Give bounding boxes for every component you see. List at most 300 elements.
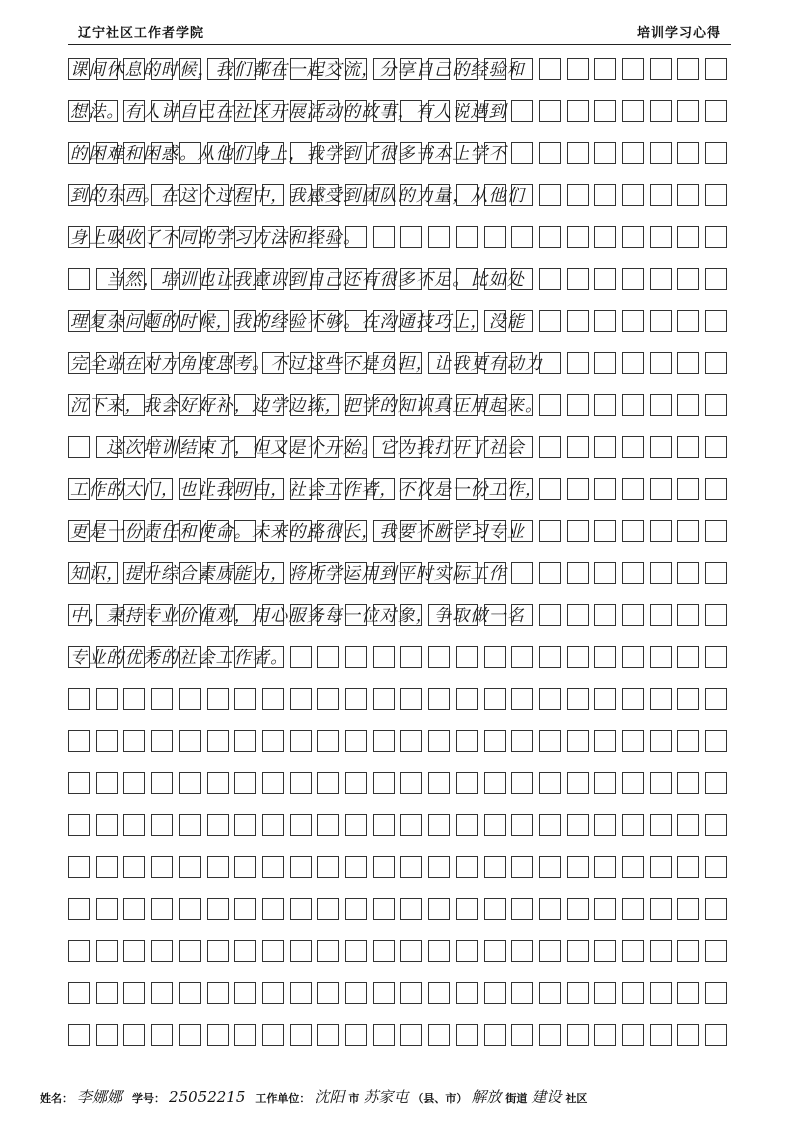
- grid-cell: [290, 646, 312, 668]
- grid-cell: [262, 898, 284, 920]
- grid-cell: [677, 730, 699, 752]
- grid-cell: [511, 226, 533, 248]
- grid-cell: [705, 982, 727, 1004]
- grid-cell: [622, 856, 644, 878]
- grid-cell: [123, 856, 145, 878]
- grid-cell: [511, 100, 533, 122]
- grid-cell: [234, 772, 256, 794]
- body-line-11: 工作的大门，也让我明白，社会工作者，不仅是一份工作，: [70, 480, 544, 500]
- grid-cell: [705, 520, 727, 542]
- body-line-10: 这次培训结束了，但又是个开始。它为我打开了社会: [70, 438, 525, 458]
- grid-cell: [622, 646, 644, 668]
- grid-cell: [622, 58, 644, 80]
- grid-cell: [400, 814, 422, 836]
- grid-cell: [539, 310, 561, 332]
- grid-cell: [705, 940, 727, 962]
- grid-cell: [594, 394, 616, 416]
- grid-cell: [594, 982, 616, 1004]
- grid-cell: [511, 898, 533, 920]
- grid-cell: [428, 982, 450, 1004]
- grid-cell: [428, 940, 450, 962]
- grid-cell: [539, 58, 561, 80]
- grid-cell: [511, 142, 533, 164]
- grid-cell: [567, 940, 589, 962]
- grid-cell: [567, 1024, 589, 1046]
- grid-cell: [207, 898, 229, 920]
- grid-cell: [567, 142, 589, 164]
- grid-cell: [705, 856, 727, 878]
- grid-cell: [68, 982, 90, 1004]
- grid-cell: [511, 814, 533, 836]
- grid-cell: [511, 1024, 533, 1046]
- grid-cell: [705, 604, 727, 626]
- grid-cell: [511, 982, 533, 1004]
- grid-cell: [207, 772, 229, 794]
- grid-cell: [96, 940, 118, 962]
- grid-cell: [484, 898, 506, 920]
- grid-cell: [123, 688, 145, 710]
- grid-cell: [123, 898, 145, 920]
- grid-cell: [373, 1024, 395, 1046]
- grid-cell: [705, 142, 727, 164]
- grid-cell: [567, 604, 589, 626]
- grid-cell: [456, 856, 478, 878]
- grid-cell: [677, 982, 699, 1004]
- grid-cell: [677, 646, 699, 668]
- grid-cell: [539, 142, 561, 164]
- grid-cell: [428, 226, 450, 248]
- grid-cell: [622, 1024, 644, 1046]
- grid-cell: [567, 310, 589, 332]
- grid-cell: [400, 856, 422, 878]
- header-doc-type: 培训学习心得: [636, 26, 721, 41]
- grid-cell: [677, 268, 699, 290]
- grid-cell: [123, 940, 145, 962]
- grid-cell: [234, 856, 256, 878]
- grid-cell: [622, 268, 644, 290]
- grid-cell: [345, 982, 367, 1004]
- grid-cell: [151, 730, 173, 752]
- body-line-7: 理复杂问题的时候，我的经验不够。在沟通技巧上，没能: [70, 312, 525, 332]
- grid-cell: [567, 730, 589, 752]
- grid-cell: [511, 772, 533, 794]
- grid-cell: [317, 814, 339, 836]
- grid-cell: [677, 604, 699, 626]
- grid-cell: [567, 268, 589, 290]
- grid-cell: [317, 688, 339, 710]
- grid-cell: [400, 772, 422, 794]
- grid-cell: [677, 58, 699, 80]
- grid-cell: [207, 856, 229, 878]
- grid-cell: [123, 730, 145, 752]
- grid-cell: [650, 478, 672, 500]
- grid-cell: [567, 772, 589, 794]
- grid-cell: [151, 856, 173, 878]
- grid-cell: [567, 226, 589, 248]
- grid-cell: [96, 982, 118, 1004]
- grid-cell: [179, 730, 201, 752]
- grid-cell: [373, 646, 395, 668]
- grid-cell: [650, 520, 672, 542]
- grid-cell: [622, 982, 644, 1004]
- grid-cell: [234, 898, 256, 920]
- grid-cell: [428, 814, 450, 836]
- grid-cell: [345, 646, 367, 668]
- grid-cell: [428, 772, 450, 794]
- grid-cell: [567, 814, 589, 836]
- grid-cell: [151, 1024, 173, 1046]
- grid-cell: [400, 940, 422, 962]
- grid-cell: [262, 730, 284, 752]
- grid-cell: [373, 772, 395, 794]
- grid-cell: [151, 982, 173, 1004]
- grid-cell: [539, 184, 561, 206]
- grid-cell: [677, 898, 699, 920]
- grid-cell: [539, 856, 561, 878]
- grid-cell: [96, 898, 118, 920]
- grid-cell: [151, 688, 173, 710]
- grid-cell: [622, 394, 644, 416]
- grid-cell: [677, 814, 699, 836]
- body-line-1: 课间休息的时候，我们都在一起交流，分享自己的经验和: [70, 60, 525, 80]
- grid-cell: [567, 100, 589, 122]
- grid-cell: [151, 772, 173, 794]
- id-label: 学号：: [132, 1092, 166, 1105]
- name-value: 李娜娜: [77, 1088, 123, 1106]
- grid-cell: [539, 982, 561, 1004]
- grid-cell: [622, 520, 644, 542]
- grid-cell: [400, 688, 422, 710]
- grid-cell: [539, 436, 561, 458]
- grid-cell: [428, 898, 450, 920]
- grid-cell: [373, 982, 395, 1004]
- grid-cell: [677, 310, 699, 332]
- grid-cell: [677, 226, 699, 248]
- body-line-8: 完全站在对方角度思考。不过这些不是负担，让我更有动力: [70, 354, 544, 374]
- grid-cell: [373, 898, 395, 920]
- grid-cell: [650, 856, 672, 878]
- grid-cell: [594, 856, 616, 878]
- grid-cell: [705, 898, 727, 920]
- grid-cell: [456, 940, 478, 962]
- grid-cell: [567, 520, 589, 542]
- grid-cell: [123, 772, 145, 794]
- unit-label: 工作单位：: [255, 1092, 311, 1105]
- grid-cell: [290, 940, 312, 962]
- grid-cell: [539, 1024, 561, 1046]
- body-line-2: 想法。有人讲自己在社区开展活动的故事，有人说遇到: [70, 102, 507, 122]
- grid-cell: [400, 1024, 422, 1046]
- grid-cell: [677, 520, 699, 542]
- grid-cell: [179, 814, 201, 836]
- grid-cell: [207, 940, 229, 962]
- grid-cell: [456, 226, 478, 248]
- grid-cell: [428, 646, 450, 668]
- grid-cell: [650, 142, 672, 164]
- grid-cell: [539, 898, 561, 920]
- grid-cell: [650, 940, 672, 962]
- grid-cell: [290, 856, 312, 878]
- grid-cell: [705, 688, 727, 710]
- body-line-4: 到的东西。在这个过程中，我感受到团队的力量，从他们: [70, 186, 525, 206]
- street-value: 解放: [471, 1088, 502, 1106]
- grid-cell: [484, 730, 506, 752]
- grid-cell: [373, 814, 395, 836]
- grid-cell: [594, 604, 616, 626]
- grid-cell: [594, 184, 616, 206]
- grid-cell: [650, 646, 672, 668]
- grid-cell: [262, 772, 284, 794]
- grid-cell: [567, 562, 589, 584]
- grid-cell: [428, 730, 450, 752]
- grid-cell: [705, 310, 727, 332]
- grid-cell: [345, 730, 367, 752]
- grid-cell: [262, 856, 284, 878]
- grid-cell: [484, 772, 506, 794]
- grid-cell: [400, 898, 422, 920]
- grid-cell: [345, 688, 367, 710]
- name-label: 姓名：: [40, 1092, 73, 1105]
- county-value: 苏家屯: [363, 1088, 409, 1106]
- grid-cell: [484, 814, 506, 836]
- grid-cell: [677, 394, 699, 416]
- grid-cell: [594, 772, 616, 794]
- grid-cell: [650, 184, 672, 206]
- grid-cell: [650, 310, 672, 332]
- grid-cell: [594, 478, 616, 500]
- body-line-5: 身上吸收了不同的学习方法和经验。: [70, 228, 362, 248]
- grid-cell: [317, 982, 339, 1004]
- grid-cell: [179, 898, 201, 920]
- grid-cell: [594, 352, 616, 374]
- grid-cell: [68, 814, 90, 836]
- grid-cell: [650, 772, 672, 794]
- grid-cell: [345, 772, 367, 794]
- grid-cell: [677, 856, 699, 878]
- grid-cell: [594, 646, 616, 668]
- city-value: 沈阳: [314, 1088, 345, 1106]
- grid-cell: [345, 940, 367, 962]
- grid-cell: [511, 940, 533, 962]
- grid-cell: [96, 814, 118, 836]
- body-line-3: 的困难和困惑。从他们身上，我学到了很多书本上学不: [70, 144, 507, 164]
- grid-cell: [650, 688, 672, 710]
- grid-cell: [594, 58, 616, 80]
- grid-cell: [622, 814, 644, 836]
- community-suffix: 社区: [565, 1092, 588, 1105]
- grid-cell: [179, 982, 201, 1004]
- grid-cell: [650, 730, 672, 752]
- grid-cell: [705, 1024, 727, 1046]
- grid-cell: [373, 730, 395, 752]
- grid-cell: [677, 100, 699, 122]
- grid-cell: [96, 688, 118, 710]
- grid-cell: [262, 940, 284, 962]
- grid-cell: [622, 730, 644, 752]
- grid-cell: [68, 1024, 90, 1046]
- grid-cell: [511, 562, 533, 584]
- grid-cell: [594, 562, 616, 584]
- grid-cell: [622, 562, 644, 584]
- grid-cell: [677, 940, 699, 962]
- grid-cell: [705, 100, 727, 122]
- grid-cell: [567, 436, 589, 458]
- grid-cell: [373, 940, 395, 962]
- grid-cell: [179, 772, 201, 794]
- city-suffix: 市: [348, 1092, 360, 1105]
- grid-cell: [317, 1024, 339, 1046]
- grid-cell: [677, 1024, 699, 1046]
- grid-cell: [290, 772, 312, 794]
- grid-cell: [594, 436, 616, 458]
- footer: [40, 1086, 587, 1107]
- grid-cell: [290, 1024, 312, 1046]
- grid-cell: [650, 982, 672, 1004]
- grid-cell: [622, 436, 644, 458]
- grid-cell: [594, 898, 616, 920]
- grid-cell: [539, 520, 561, 542]
- grid-cell: [234, 940, 256, 962]
- grid-cell: [484, 982, 506, 1004]
- grid-cell: [345, 814, 367, 836]
- grid-cell: [290, 982, 312, 1004]
- grid-cell: [567, 898, 589, 920]
- grid-cell: [539, 730, 561, 752]
- grid-cell: [539, 688, 561, 710]
- grid-cell: [567, 58, 589, 80]
- grid-cell: [622, 142, 644, 164]
- id-value: 25052215: [169, 1088, 246, 1106]
- body-line-6: 当然，培训也让我意识到自己还有很多不足。比如处: [70, 270, 525, 290]
- grid-cell: [317, 730, 339, 752]
- grid-cell: [207, 982, 229, 1004]
- grid-cell: [594, 814, 616, 836]
- grid-cell: [650, 226, 672, 248]
- grid-cell: [622, 310, 644, 332]
- grid-cell: [594, 520, 616, 542]
- grid-cell: [68, 940, 90, 962]
- grid-cell: [68, 688, 90, 710]
- grid-cell: [677, 142, 699, 164]
- grid-cell: [594, 100, 616, 122]
- grid-cell: [345, 898, 367, 920]
- grid-cell: [594, 688, 616, 710]
- grid-cell: [511, 646, 533, 668]
- grid-cell: [207, 1024, 229, 1046]
- grid-cell: [650, 604, 672, 626]
- body-line-14: 中，秉持专业价值观，用心服务每一位对象，争取做一名: [70, 606, 525, 626]
- grid-cell: [428, 1024, 450, 1046]
- grid-cell: [539, 562, 561, 584]
- grid-cell: [622, 688, 644, 710]
- grid-cell: [650, 814, 672, 836]
- grid-cell: [262, 982, 284, 1004]
- grid-cell: [96, 730, 118, 752]
- grid-cell: [705, 646, 727, 668]
- grid-cell: [622, 184, 644, 206]
- grid-cell: [705, 184, 727, 206]
- grid-cell: [68, 898, 90, 920]
- grid-cell: [622, 352, 644, 374]
- grid-cell: [96, 1024, 118, 1046]
- grid-cell: [373, 226, 395, 248]
- grid-cell: [567, 688, 589, 710]
- grid-cell: [345, 856, 367, 878]
- grid-cell: [400, 982, 422, 1004]
- grid-cell: [484, 688, 506, 710]
- grid-cell: [594, 226, 616, 248]
- grid-cell: [650, 1024, 672, 1046]
- grid-cell: [539, 226, 561, 248]
- grid-cell: [96, 772, 118, 794]
- grid-cell: [622, 226, 644, 248]
- grid-cell: [484, 646, 506, 668]
- grid-cell: [539, 604, 561, 626]
- county-suffix: （县、市）: [412, 1092, 468, 1105]
- grid-cell: [677, 436, 699, 458]
- grid-cell: [705, 814, 727, 836]
- grid-cell: [207, 730, 229, 752]
- grid-cell: [484, 940, 506, 962]
- grid-cell: [207, 688, 229, 710]
- body-line-9: 沉下来，我会好好补，边学边练，把学的知识真正用起来。: [70, 396, 544, 416]
- grid-cell: [317, 772, 339, 794]
- grid-cell: [290, 688, 312, 710]
- grid-cell: [677, 688, 699, 710]
- grid-cell: [179, 856, 201, 878]
- grid-cell: [677, 562, 699, 584]
- grid-cell: [705, 562, 727, 584]
- grid-cell: [456, 898, 478, 920]
- grid-cell: [567, 646, 589, 668]
- grid-cell: [400, 646, 422, 668]
- grid-cell: [456, 1024, 478, 1046]
- grid-cell: [123, 1024, 145, 1046]
- header-school: 辽宁社区工作者学院: [78, 26, 205, 41]
- grid-cell: [511, 688, 533, 710]
- grid-cell: [650, 436, 672, 458]
- grid-cell: [594, 268, 616, 290]
- grid-cell: [650, 352, 672, 374]
- grid-cell: [68, 856, 90, 878]
- grid-cell: [539, 940, 561, 962]
- grid-cell: [650, 58, 672, 80]
- grid-cell: [428, 688, 450, 710]
- grid-cell: [151, 940, 173, 962]
- grid-cell: [290, 898, 312, 920]
- grid-cell: [484, 1024, 506, 1046]
- grid-cell: [234, 688, 256, 710]
- grid-cell: [317, 856, 339, 878]
- grid-cell: [511, 856, 533, 878]
- grid-cell: [179, 1024, 201, 1046]
- grid-cell: [705, 436, 727, 458]
- grid-cell: [373, 856, 395, 878]
- grid-cell: [594, 940, 616, 962]
- grid-cell: [96, 856, 118, 878]
- grid-cell: [705, 478, 727, 500]
- grid-cell: [622, 478, 644, 500]
- grid-cell: [567, 394, 589, 416]
- grid-cell: [594, 142, 616, 164]
- grid-cell: [262, 1024, 284, 1046]
- community-value: 建设: [531, 1088, 562, 1106]
- grid-cell: [622, 898, 644, 920]
- grid-cell: [650, 898, 672, 920]
- grid-cell: [539, 814, 561, 836]
- grid-cell: [705, 268, 727, 290]
- grid-cell: [179, 940, 201, 962]
